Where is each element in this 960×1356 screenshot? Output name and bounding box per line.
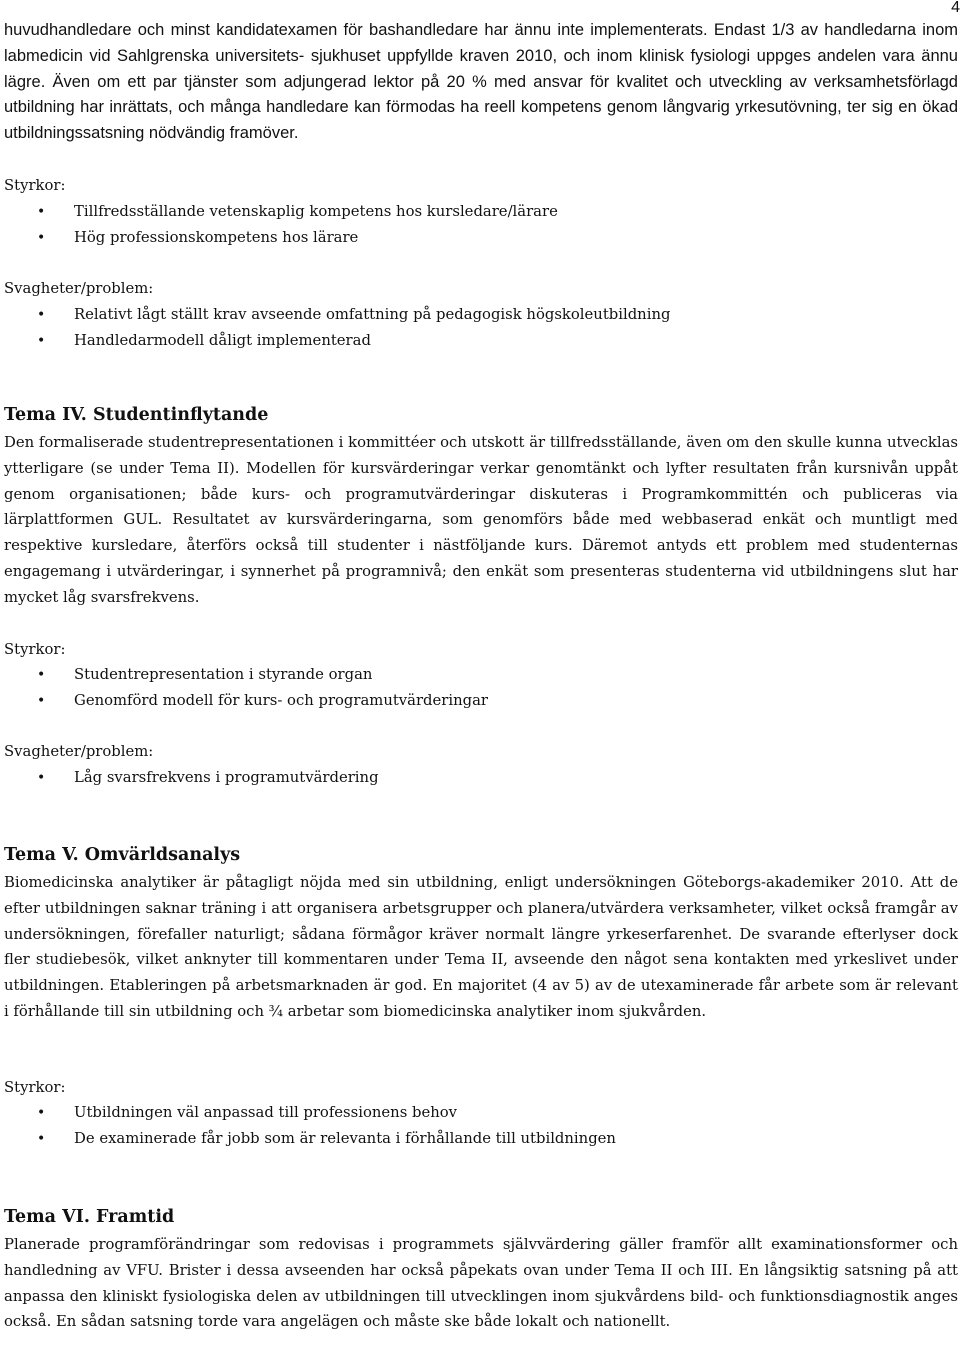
tema-iv-strengths-list bbox=[0, 665, 488, 717]
list-item bbox=[0, 691, 488, 717]
section-heading-tema-v: Tema V. Omvärldsanalys bbox=[4, 845, 241, 865]
list-item-text: Hög professionskompetens hos lärare bbox=[74, 229, 359, 246]
list-item-text: Tillfredsställande vetenskaplig kompetens hos kursledare/lärare bbox=[74, 203, 558, 220]
tema-v-strengths-list bbox=[0, 1103, 616, 1155]
intro-weaknesses-label: Svagheter/problem: bbox=[4, 280, 154, 297]
tema-iv-weaknesses-label: Svagheter/problem: bbox=[4, 743, 154, 760]
bullet-icon: • bbox=[37, 204, 46, 220]
intro-strengths-list bbox=[0, 202, 558, 254]
intro-paragraph: huvudhandledare och minst kandidatexamen för bashandledare har ännu inte implementerats. Endast 1/3 av handledarna inom labmedicin vid Sahlgrenska universitets- sjukhuset uppfyllde kraven 2010, och inom klinisk fysiologi uppges andelen vara ännu lägre. Även om ett par tjänster som adjungerad lektor på 20 % med ansvar för kvalitet och utveckling av verksamhetsförlagd utbildning har inrättats, och många handledare kan förmodas ha reell kompetens genom långvarig yrkesutövning, ter sig en ökad utbildningssatsning nödvändig framöver. bbox=[4, 21, 958, 143]
list-item bbox=[0, 228, 558, 254]
tema-v-strengths-label: Styrkor: bbox=[4, 1079, 66, 1096]
tema-v-paragraph: Biomedicinska analytiker är påtagligt nöjda med sin utbildning, enligt undersökningen Göteborgs-akademiker 2010. Att de efter utbildningen saknar träning i att organisera arbetsgrupper och planera/utvärdera verksamheter, vilket också framgår av undersökningen, förefaller naturligt; sådana förmågor kräver normalt längre yrkeserfarenhet. De svarande efterlyser dock fler studiebesök, vilket anknyter till kommentaren under Tema II, avseende den något sena kontakten med yrkeslivet under utbildningen. Etableringen på arbetsmarknaden är god. En majoritet (4 av 5) av de utexaminerade får arbete som är relevant i förhållande till sin utbildning och ¾ arbetar som biomedicinska analytiker inom sjukvården. bbox=[4, 874, 958, 1020]
bullet-icon: • bbox=[37, 1131, 46, 1147]
list-item bbox=[0, 202, 558, 228]
list-item bbox=[0, 305, 670, 331]
bullet-icon: • bbox=[37, 230, 46, 246]
list-item-text: Relativt lågt ställt krav avseende omfattning på pedagogisk högskoleutbildning bbox=[74, 306, 671, 323]
page-number: 4 bbox=[951, 0, 960, 16]
list-item bbox=[0, 331, 670, 357]
bullet-icon: • bbox=[37, 307, 46, 323]
intro-weaknesses-list bbox=[0, 305, 670, 357]
tema-iv-strengths-label: Styrkor: bbox=[4, 641, 66, 658]
list-item-text: Genomförd modell för kurs- och programutvärderingar bbox=[74, 692, 488, 709]
list-item-text: Låg svarsfrekvens i programutvärdering bbox=[74, 769, 379, 786]
bullet-icon: • bbox=[37, 770, 46, 786]
section-heading-tema-iv: Tema IV. Studentinflytande bbox=[4, 405, 269, 425]
bullet-icon: • bbox=[37, 693, 46, 709]
list-item bbox=[0, 768, 379, 794]
list-item bbox=[0, 665, 488, 691]
bullet-icon: • bbox=[37, 1105, 46, 1121]
bullet-icon: • bbox=[37, 333, 46, 349]
list-item-text: Studentrepresentation i styrande organ bbox=[74, 666, 373, 683]
list-item bbox=[0, 1129, 616, 1155]
section-heading-tema-vi: Tema VI. Framtid bbox=[4, 1207, 175, 1227]
tema-iv-weaknesses-list bbox=[0, 768, 379, 794]
tema-vi-paragraph: Planerade programförändringar som redovisas i programmets självvärdering gäller framför allt examinationsformer och handledning av VFU. Brister i dessa avseenden har också påpekats ovan under Tema II och III. En långsiktig satsning på att anpassa den kliniskt fysiologiska delen av utbildningen till utvecklingen inom sjukvårdens bild- och funktionsdiagnostik anges också. En sådan satsning torde vara angelägen och måste ske både lokalt och nationellt. bbox=[4, 1236, 958, 1331]
intro-strengths-label: Styrkor: bbox=[4, 177, 66, 194]
list-item-text: De examinerade får jobb som är relevanta i förhållande till utbildningen bbox=[74, 1130, 616, 1147]
bullet-icon: • bbox=[37, 667, 46, 683]
list-item-text: Utbildningen väl anpassad till professionens behov bbox=[74, 1104, 458, 1121]
tema-iv-paragraph: Den formaliserade studentrepresentationen i kommittéer och utskott är tillfredsställande, även om den skulle kunna utvecklas ytterligare (se under Tema II). Modellen för kursvärderingar verkar genomtänkt och lyfter resultaten från kursnivån uppåt genom organisationen; både kurs- och programutvärderingar diskuteras i Programkommittén och publiceras via lärplattformen GUL. Resultatet av kursvärderingarna, som genomförs både med webbaserad enkät och muntligt med respektive kursledare, återförs också till studenter i nästföljande kurs. Däremot antyds ett problem med studenternas engagemang i utvärderingar, i synnerhet på programnivå; den enkät som presenteras studenterna vid utbildningens slut har mycket låg svarsfrekvens. bbox=[4, 434, 958, 606]
list-item-text: Handledarmodell dåligt implementerad bbox=[74, 332, 371, 349]
list-item bbox=[0, 1103, 616, 1129]
